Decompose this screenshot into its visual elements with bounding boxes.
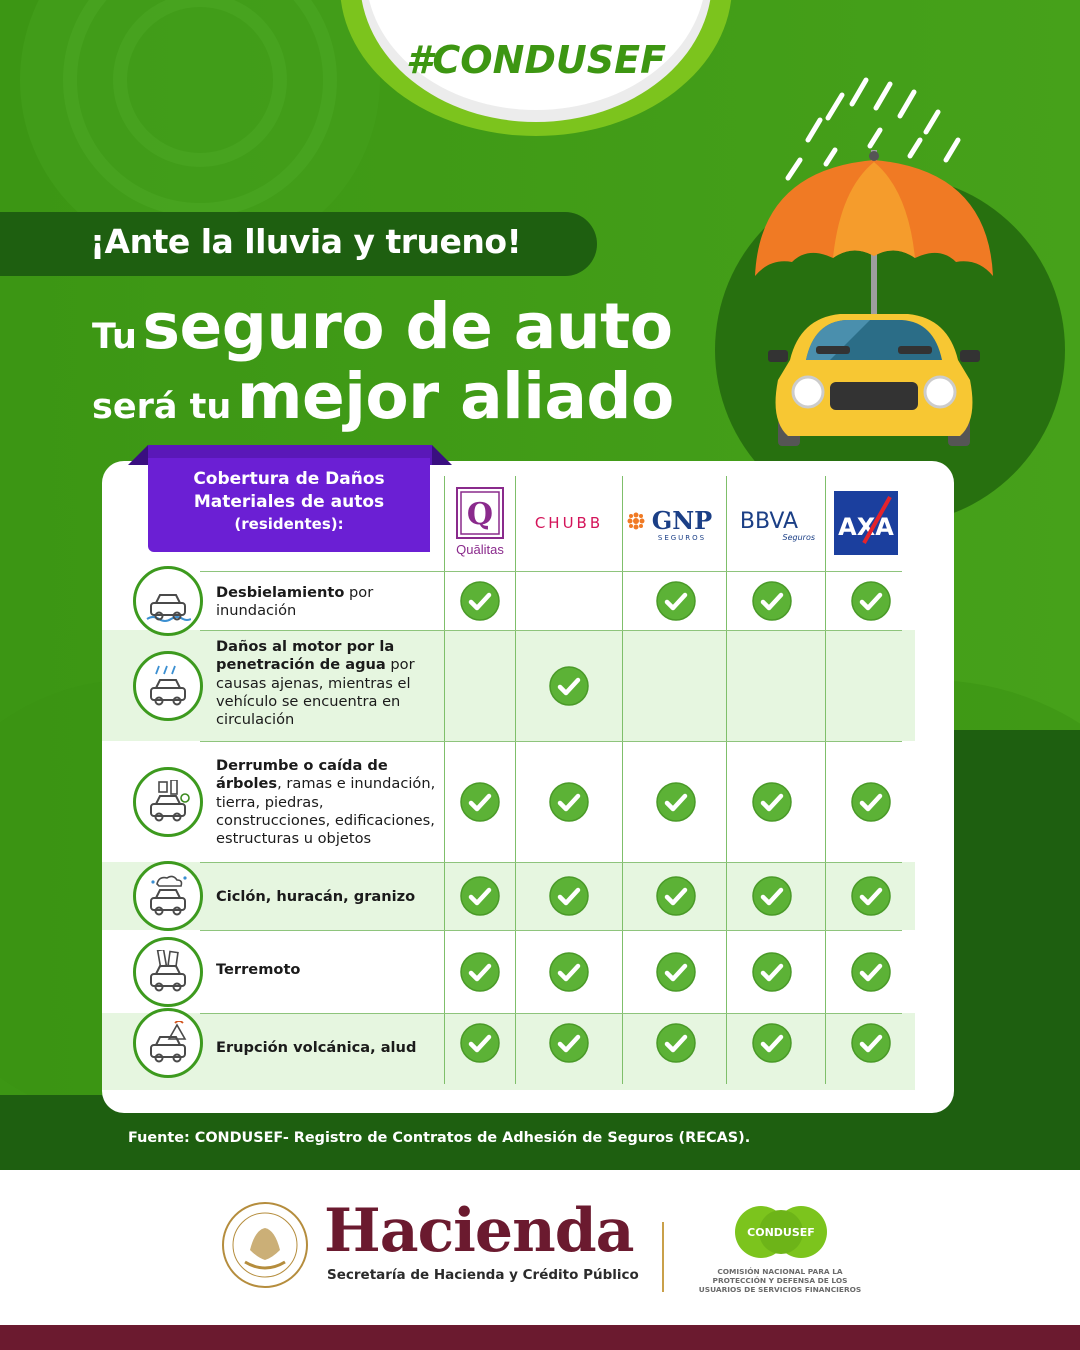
column-divider [622, 476, 623, 1084]
falling-debris-car-icon [145, 780, 191, 824]
check-icon [549, 666, 589, 706]
check-icon [752, 1023, 792, 1063]
svg-text:Quālitas: Quālitas [456, 542, 504, 557]
check-icon [549, 1023, 589, 1063]
column-divider [726, 476, 727, 1084]
footer-bar [0, 1325, 1080, 1350]
headline-pill-text: ¡Ante la lluvia y trueno! [90, 222, 522, 261]
coverage-label: Desbielamiento por inundación [216, 584, 374, 620]
gnp-logo [623, 486, 725, 560]
check-icon [752, 952, 792, 992]
volcano-car-icon [145, 1021, 191, 1065]
check-icon [656, 952, 696, 992]
check-icon [549, 952, 589, 992]
qualitas-logo [446, 486, 514, 560]
column-divider [825, 476, 826, 1084]
svg-text:Q: Q [466, 497, 494, 532]
condusef-subtitle: COMISIÓN NACIONAL PARA LA PROTECCIÓN Y DEFENSA DE LOS USUARIOS DE SERVICIOS FINANCIEROS [698, 1267, 862, 1294]
check-icon [752, 782, 792, 822]
column-divider [444, 476, 445, 1084]
flooded-car-icon [145, 579, 191, 623]
umbrella-car-illustration [700, 70, 1080, 470]
row-divider [200, 571, 902, 572]
storm-car-badge [133, 861, 203, 931]
row-divider [200, 930, 902, 931]
hacienda-wordmark: Hacienda [324, 1196, 634, 1266]
check-icon [460, 876, 500, 916]
headline-line-1 [92, 290, 673, 363]
coverage-label: Derrumbe o caída de árboles, ramas e inundación, tierra, piedras, construcciones, edificaciones, estructuras u objetos [216, 757, 436, 848]
column-divider [515, 476, 516, 1084]
headline-line-1-small: Tu [92, 317, 137, 357]
earthquake-car-icon [145, 950, 191, 994]
chubb-logo [516, 486, 622, 560]
row-divider [200, 862, 902, 863]
condusef-logo-text: CONDUSEF [747, 1226, 815, 1239]
headline-line-1-large: seguro de auto [142, 290, 673, 363]
headline-line-2-small: será tu [92, 387, 232, 427]
check-icon [656, 581, 696, 621]
check-icon [851, 581, 891, 621]
check-icon [851, 952, 891, 992]
check-icon [752, 581, 792, 621]
check-icon [549, 782, 589, 822]
falling-debris-car-badge [133, 767, 203, 837]
storm-car-icon [145, 874, 191, 918]
check-icon [460, 1023, 500, 1063]
svg-text:GNP: GNP [651, 506, 713, 535]
coverage-label: Erupción volcánica, alud [216, 1039, 417, 1056]
axa-logo [826, 486, 906, 560]
row-divider [200, 741, 902, 742]
svg-text:AXA: AXA [838, 513, 894, 541]
volcano-car-badge [133, 1008, 203, 1078]
check-icon [656, 876, 696, 916]
car-icon [768, 314, 980, 446]
condusef-logo [733, 1204, 829, 1260]
hashtag: #CONDUSEF [405, 38, 667, 82]
mexico-seal-icon [220, 1200, 310, 1290]
rain-car-badge [133, 651, 203, 721]
coverage-label: Terremoto [216, 961, 301, 978]
svg-text:Seguros: Seguros [782, 533, 815, 542]
hacienda-subtitle: Secretaría de Hacienda y Crédito Público [327, 1267, 639, 1283]
check-icon [851, 876, 891, 916]
rain-car-icon [145, 664, 191, 708]
check-icon [851, 1023, 891, 1063]
check-icon [656, 1023, 696, 1063]
table-header-title: Cobertura de Daños Materiales de autos [193, 469, 385, 512]
table-header-subtitle: (residentes): [234, 515, 344, 533]
flooded-car-badge [133, 566, 203, 636]
check-icon [460, 952, 500, 992]
check-icon [752, 876, 792, 916]
source-note: Fuente: CONDUSEF- Registro de Contratos de Adhesión de Seguros (RECAS). [128, 1130, 751, 1146]
check-icon [460, 782, 500, 822]
earthquake-car-badge [133, 937, 203, 1007]
bbva-logo [727, 486, 823, 560]
svg-text:BBVA: BBVA [739, 509, 799, 534]
check-icon [656, 782, 696, 822]
coverage-label: Ciclón, huracán, granizo [216, 888, 416, 905]
check-icon [549, 876, 589, 916]
headline-line-2-large: mejor aliado [236, 360, 674, 433]
footer-divider [662, 1222, 664, 1292]
check-icon [851, 782, 891, 822]
row-divider [200, 1013, 902, 1014]
table-header-box [148, 458, 430, 552]
headline-line-2 [92, 360, 674, 433]
row-divider [200, 630, 902, 631]
coverage-label: Daños al motor por la penetración de agua por causas ajenas, mientras el vehículo se encuentra en circulación [216, 638, 415, 729]
svg-text:SEGUROS: SEGUROS [657, 534, 707, 542]
svg-text:CHUBB: CHUBB [534, 514, 604, 532]
check-icon [460, 581, 500, 621]
